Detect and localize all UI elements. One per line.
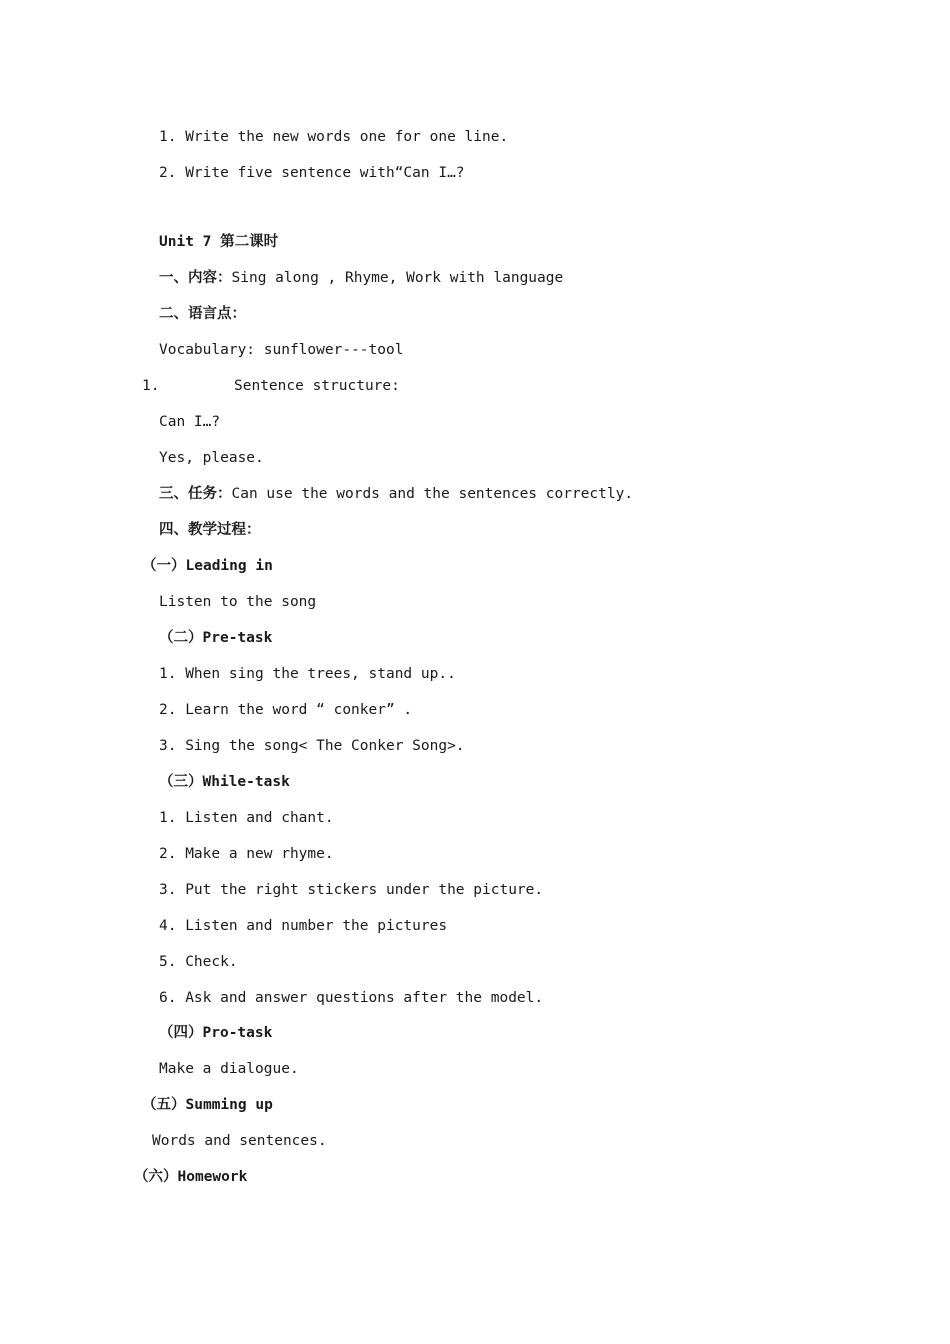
sentence-pattern: Yes, please. xyxy=(159,450,264,466)
structure-label: Sentence structure: xyxy=(234,378,400,394)
section-heading-while-task: （三）While-task xyxy=(159,774,290,790)
list-item: 2. Learn the word “ conker” . xyxy=(159,702,413,718)
task-line xyxy=(159,484,633,504)
section-heading-pro-task: （四）Pro-task xyxy=(159,1025,273,1041)
content-label: 一、内容： xyxy=(159,270,232,286)
list-item: 5. Check. xyxy=(159,954,238,970)
list-item: 1. Listen and chant. xyxy=(159,810,334,826)
section-heading-homework: （六）Homework xyxy=(134,1169,248,1185)
lesson-title: Unit 7 第二课时 xyxy=(159,234,279,250)
task-label: 三、任务： xyxy=(159,486,232,502)
list-item: 6. Ask and answer questions after the model. xyxy=(159,990,544,1006)
list-item: 3. Sing the song< The Conker Song>. xyxy=(159,738,465,754)
homework-item: 1. Write the new words one for one line. xyxy=(159,129,509,145)
language-points-label: 二、语言点： xyxy=(159,306,246,322)
list-item: 3. Put the right stickers under the picture. xyxy=(159,882,544,898)
vocabulary-line: Vocabulary: sunflower---tool xyxy=(159,342,404,358)
section-heading-summing-up: （五）Summing up xyxy=(142,1097,273,1113)
task-text: Can use the words and the sentences correctly. xyxy=(231,486,634,502)
content-text: Sing along , Rhyme, Work with language xyxy=(231,270,564,286)
section-heading-pre-task: （二）Pre-task xyxy=(159,630,273,646)
list-item: 4. Listen and number the pictures xyxy=(159,918,448,934)
list-item: 1. When sing the trees, stand up.. xyxy=(159,666,456,682)
section-heading-leading-in: （一）Leading in xyxy=(142,558,273,574)
list-item: 2. Make a new rhyme. xyxy=(159,846,334,862)
content-line xyxy=(159,268,563,288)
structure-number: 1. xyxy=(142,378,160,394)
process-label: 四、教学过程： xyxy=(159,522,261,538)
section-text: Words and sentences. xyxy=(152,1133,327,1149)
homework-item: 2. Write five sentence with“Can I…? xyxy=(159,165,465,181)
sentence-pattern: Can I…? xyxy=(159,414,221,430)
section-text: Listen to the song xyxy=(159,594,317,610)
section-text: Make a dialogue. xyxy=(159,1061,299,1077)
